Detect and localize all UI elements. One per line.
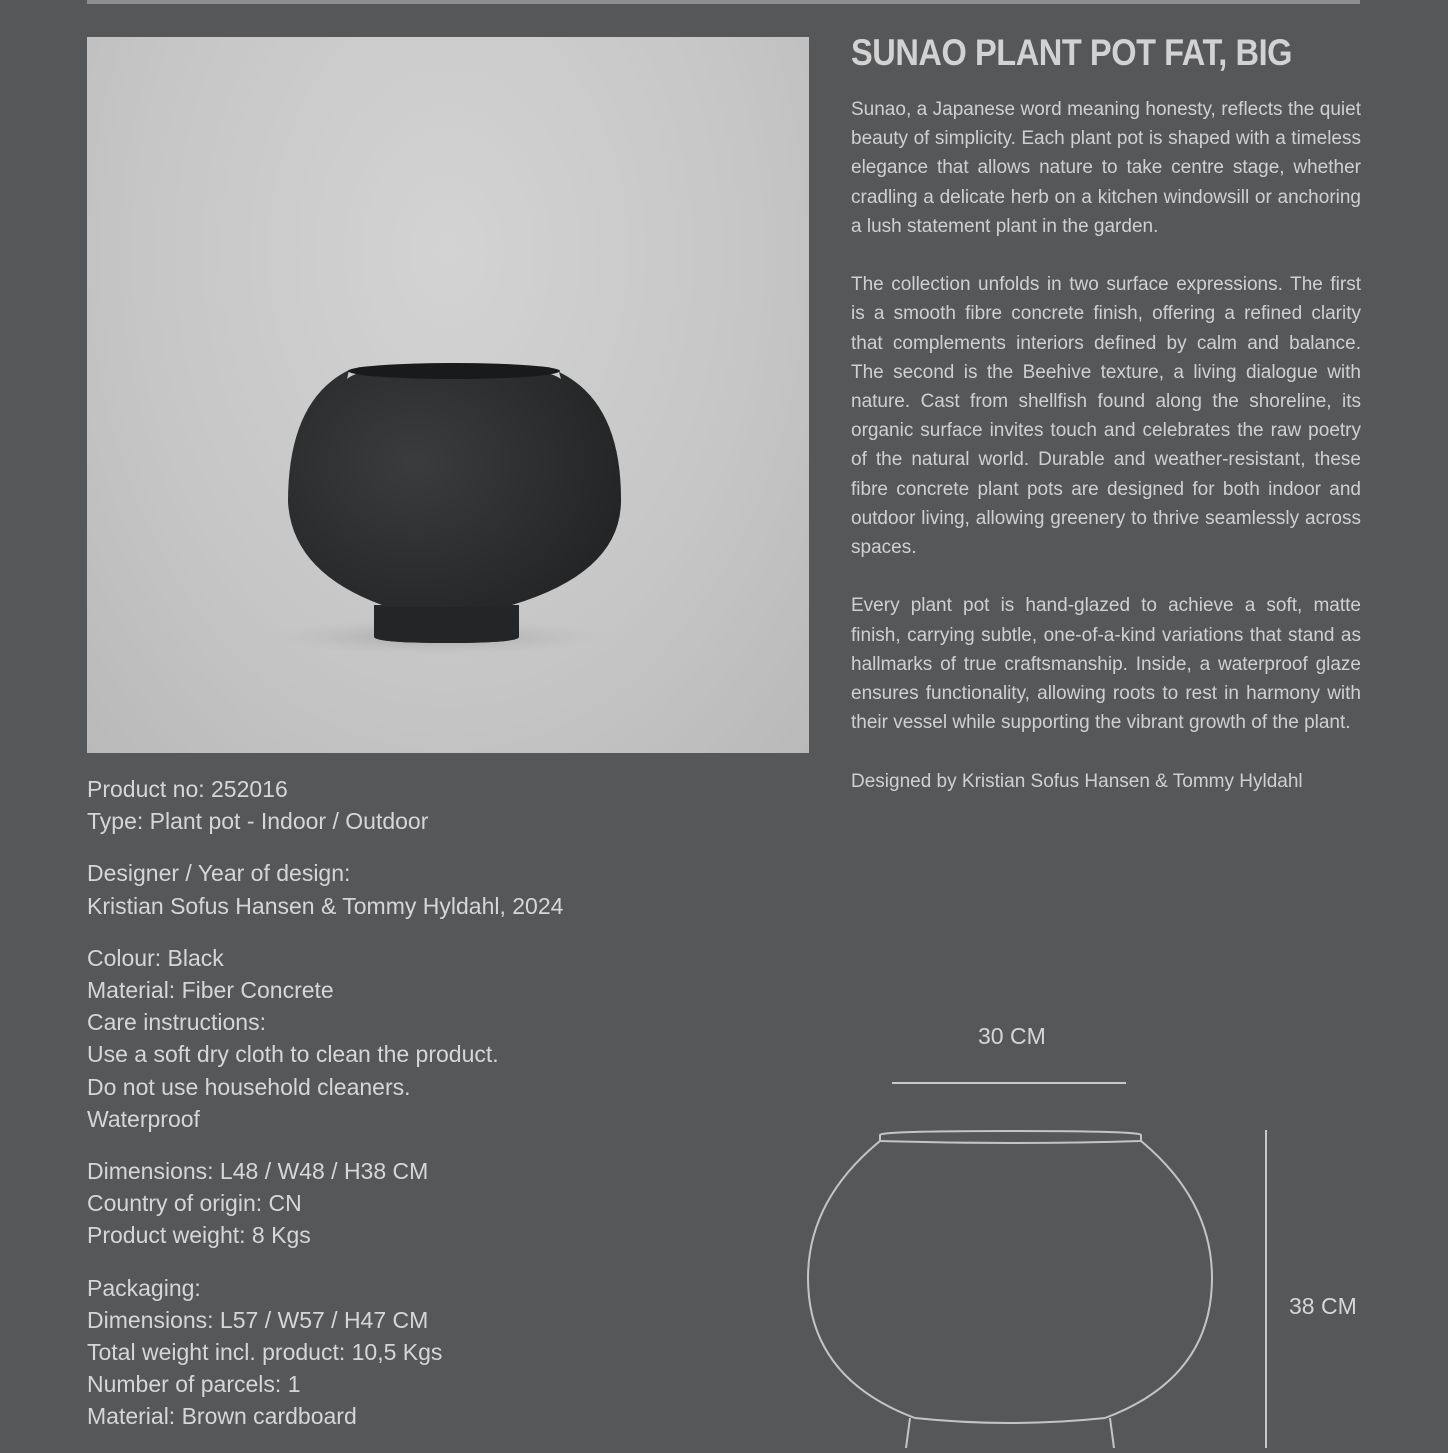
country-of-origin: Country of origin: CN [87,1190,302,1217]
product-type: Type: Plant pot - Indoor / Outdoor [87,808,429,835]
width-dimension-label: 30 CM [978,1023,1046,1049]
product-number: Product no: 252016 [87,776,288,802]
product-weight: Product weight: 8 Kgs [87,1222,311,1249]
colour: Colour: Black [87,944,224,971]
designer-value: Kristian Sofus Hansen & Tommy Hyldahl, 2024 [87,892,564,919]
care-label: Care instructions: [87,1009,266,1036]
description-paragraph: Every plant pot is hand-glazed to achieve a soft, matte finish, carrying subtle, one-of-a-kind variations that stand as hallmarks of true craftsmanship. Inside, a waterproof glaze ensures functionality, allowing roots to rest in harmony with their vessel while supporting the vibrant growth of the plant. [851,595,1361,734]
description-paragraph: The collection unfolds in two surface expressions. The first is a smooth fibre concrete finish, offering a refined clarity that complements interiors defined by calm and balance. The second is the Beehive texture, a living dialogue with nature. Cast from shellfish found along the shoreline, its organic surface invites touch and celebrates the raw poetry of the natural world. Durable and weather-resistant, these fibre concrete plant pots are designed for both indoor and outdoor living, allowing greenery to thrive seamlessly across spaces. [851,274,1361,559]
care-instruction: Use a soft dry cloth to clean the product. [87,1041,499,1068]
waterproof: Waterproof [87,1105,200,1132]
care-instruction: Do not use household cleaners. [87,1073,411,1100]
designer-credit: Designed by Kristian Sofus Hansen & Tommy Hyldahl [851,770,1303,792]
packaging-dimensions: Dimensions: L57 / W57 / H47 CM [87,1306,429,1333]
packaging-material: Material: Brown cardboard [87,1403,357,1430]
description-paragraph: Sunao, a Japanese word meaning honesty, reflects the quiet beauty of simplicity. Each plant pot is shaped with a timeless elegance that allows nature to take centre stage, whether cradling a delicate herb on a kitchen windowsill or anchoring a lush statement plant in the garden. [851,99,1361,237]
packaging-weight: Total weight incl. product: 10,5 Kgs [87,1339,443,1366]
product-title: SUNAO PLANT POT FAT, BIG [851,32,1293,73]
packaging-label: Packaging: [87,1274,201,1301]
designer-label: Designer / Year of design: [87,860,351,887]
number-of-parcels: Number of parcels: 1 [87,1371,301,1398]
pot-outline [808,1131,1212,1448]
material: Material: Fiber Concrete [87,977,334,1004]
height-dimension-label: 38 CM [1289,1293,1357,1319]
dimensions: Dimensions: L48 / W48 / H38 CM [87,1158,429,1185]
